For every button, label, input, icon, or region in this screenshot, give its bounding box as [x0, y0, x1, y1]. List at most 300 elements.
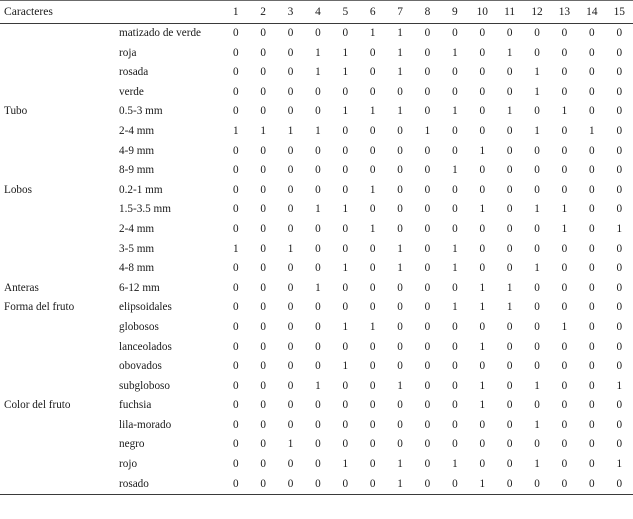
matrix-cell: 0	[397, 203, 403, 216]
matrix-cell: 0	[260, 301, 266, 314]
matrix-cell: 0	[277, 475, 304, 495]
matrix-cell: 1	[397, 379, 403, 392]
row-character-label: fuchsia	[119, 399, 152, 412]
matrix-cell: 0	[232, 281, 239, 294]
row-group-label	[0, 416, 117, 436]
matrix-cell: 0	[589, 320, 595, 333]
matrix-cell: 0	[397, 124, 403, 137]
matrix-cell: 1	[315, 203, 321, 216]
matrix-cell: 1	[397, 242, 403, 255]
matrix-cell: 0	[287, 458, 294, 471]
matrix-cell: 0	[369, 164, 376, 177]
matrix-cell: 0	[506, 66, 513, 79]
matrix-cell: 0	[424, 262, 431, 275]
matrix-cell: 0	[616, 320, 623, 333]
matrix-cell: 0	[616, 144, 623, 157]
matrix-cell: 0	[369, 281, 376, 294]
matrix-cell: 0	[342, 144, 349, 157]
matrix-cell: 0	[452, 418, 458, 431]
matrix-cell: 0	[414, 475, 441, 495]
matrix-cell: 0	[479, 360, 486, 373]
matrix-cell: 0	[424, 144, 431, 157]
matrix-cell: 0	[589, 360, 595, 373]
row-character-label: 2-4 mm	[119, 124, 155, 137]
matrix-cell: 0	[342, 281, 349, 294]
matrix-cell: 0	[342, 242, 349, 255]
matrix-cell: 0	[441, 475, 468, 495]
matrix-cell: 0	[561, 66, 568, 79]
column-header-12: 12	[523, 1, 550, 24]
matrix-cell: 0	[369, 124, 376, 137]
table-header	[0, 1, 633, 24]
column-header-13: 13	[551, 1, 578, 24]
matrix-cell: 0	[589, 27, 595, 39]
matrix-cell: 0	[506, 222, 513, 235]
matrix-cell: 0	[287, 301, 294, 314]
matrix-cell: 1	[369, 105, 376, 118]
matrix-cell: 0	[506, 124, 513, 137]
matrix-cell: 0	[479, 183, 486, 196]
row-character-label: 0.5-3 mm	[119, 105, 163, 118]
row-group-label	[0, 475, 117, 495]
matrix-cell: 1	[479, 203, 486, 216]
matrix-cell: 0	[222, 475, 249, 495]
matrix-cell: 0	[589, 379, 595, 392]
matrix-cell: 0	[424, 320, 431, 333]
matrix-cell: 0	[287, 320, 294, 333]
matrix-cell: 0	[260, 144, 266, 157]
matrix-cell: 1	[479, 281, 486, 294]
matrix-cell: 0	[397, 438, 403, 451]
matrix-cell: 0	[589, 418, 595, 431]
matrix-cell: 0	[424, 164, 431, 177]
matrix-cell: 0	[561, 281, 568, 294]
matrix-cell: 0	[589, 85, 595, 98]
matrix-cell: 0	[479, 164, 486, 177]
matrix-cell: 0	[342, 85, 349, 98]
table-row	[0, 416, 633, 436]
matrix-cell: 0	[506, 340, 513, 353]
matrix-cell: 0	[287, 183, 294, 196]
matrix-cell: 0	[260, 164, 266, 177]
matrix-cell: 0	[561, 262, 568, 275]
row-character-label: negro	[119, 438, 145, 451]
matrix-cell: 0	[260, 360, 266, 373]
matrix-cell: 0	[616, 183, 623, 196]
matrix-cell: 0	[424, 85, 431, 98]
matrix-cell: 0	[479, 66, 486, 79]
matrix-cell: 0	[561, 85, 568, 98]
row-character-label: rosada	[119, 66, 149, 79]
matrix-cell: 1	[397, 27, 403, 39]
matrix-cell: 0	[232, 399, 239, 412]
matrix-cell: 0	[479, 222, 486, 235]
matrix-cell: 0	[506, 458, 513, 471]
matrix-cell: 0	[534, 301, 540, 314]
column-header-5: 5	[332, 1, 359, 24]
matrix-cell: 0	[589, 340, 595, 353]
table-row	[0, 396, 633, 416]
row-group-label	[0, 142, 117, 162]
matrix-cell: 0	[534, 242, 540, 255]
matrix-cell: 0	[616, 66, 623, 79]
matrix-cell: 0	[260, 262, 266, 275]
matrix-cell: 0	[534, 164, 540, 177]
matrix-cell: 0	[616, 399, 623, 412]
matrix-cell: 1	[287, 438, 294, 451]
matrix-cell: 1	[452, 458, 458, 471]
matrix-cell: 0	[534, 144, 540, 157]
matrix-cell: 1	[561, 222, 568, 235]
matrix-cell: 0	[369, 242, 376, 255]
row-character-label: 0.2-1 mm	[119, 183, 163, 196]
matrix-cell: 0	[424, 399, 431, 412]
matrix-cell: 0	[249, 475, 276, 495]
matrix-cell: 0	[315, 183, 321, 196]
table-row	[0, 161, 633, 181]
matrix-cell: 0	[534, 183, 540, 196]
row-group-label	[0, 357, 117, 377]
matrix-cell: 1	[506, 46, 513, 59]
matrix-cell: 0	[479, 418, 486, 431]
matrix-cell: 0	[506, 183, 513, 196]
row-group-label	[0, 24, 117, 44]
matrix-cell: 0	[397, 222, 403, 235]
matrix-cell: 1	[397, 105, 403, 118]
matrix-cell: 0	[304, 475, 331, 495]
matrix-cell: 0	[616, 105, 623, 118]
matrix-cell: 0	[616, 46, 623, 59]
matrix-cell: 0	[369, 301, 376, 314]
matrix-cell: 0	[506, 144, 513, 157]
matrix-cell: 1	[342, 360, 349, 373]
matrix-cell: 1	[342, 46, 349, 59]
matrix-cell: 0	[424, 222, 431, 235]
matrix-cell: 1	[397, 262, 403, 275]
matrix-cell: 0	[506, 399, 513, 412]
matrix-cell: 1	[452, 262, 458, 275]
matrix-cell: 0	[369, 418, 376, 431]
row-group-label	[0, 455, 117, 475]
matrix-cell: 0	[369, 85, 376, 98]
matrix-cell: 0	[397, 281, 403, 294]
matrix-cell: 1	[342, 262, 349, 275]
row-character-label: elipsoidales	[119, 301, 172, 314]
matrix-cell: 0	[342, 340, 349, 353]
matrix-cell: 0	[506, 262, 513, 275]
matrix-cell: 0	[534, 222, 540, 235]
matrix-cell: 0	[561, 418, 568, 431]
row-character-label: 4-9 mm	[119, 144, 155, 157]
matrix-cell: 0	[589, 203, 595, 216]
matrix-cell: 1	[452, 164, 458, 177]
matrix-cell: 0	[342, 222, 349, 235]
table-row	[0, 357, 633, 377]
matrix-cell: 0	[561, 183, 568, 196]
matrix-cell: 1	[534, 66, 540, 79]
matrix-cell: 0	[561, 27, 568, 39]
matrix-cell: 0	[397, 320, 403, 333]
matrix-cell: 0	[287, 399, 294, 412]
matrix-cell: 0	[452, 144, 458, 157]
matrix-cell: 0	[424, 340, 431, 353]
matrix-cell: 0	[332, 475, 359, 495]
row-character-label: matizado de verde	[119, 27, 202, 39]
matrix-cell: 0	[260, 340, 266, 353]
matrix-cell: 0	[479, 438, 486, 451]
matrix-cell: 0	[589, 399, 595, 412]
row-character-label: subgloboso	[119, 379, 170, 392]
matrix-cell: 0	[315, 399, 321, 412]
matrix-cell: 0	[589, 164, 595, 177]
table-row	[0, 435, 633, 455]
matrix-cell: 0	[260, 27, 266, 39]
matrix-cell: 1	[479, 379, 486, 392]
matrix-cell: 0	[260, 46, 266, 59]
matrix-cell: 0	[369, 360, 376, 373]
matrix-cell: 0	[232, 105, 239, 118]
matrix-cell: 0	[479, 124, 486, 137]
matrix-cell: 0	[534, 281, 540, 294]
matrix-cell: 1	[589, 124, 595, 137]
row-character-label: 3-5 mm	[119, 242, 155, 255]
matrix-cell: 0	[315, 262, 321, 275]
matrix-cell: 0	[534, 105, 540, 118]
matrix-cell: 0	[397, 418, 403, 431]
matrix-cell: 0	[506, 360, 513, 373]
matrix-cell: 1	[534, 262, 540, 275]
matrix-cell: 1	[616, 458, 623, 471]
matrix-cell: 0	[616, 203, 623, 216]
matrix-cell: 1	[260, 124, 266, 137]
matrix-cell: 0	[606, 475, 633, 495]
matrix-cell: 0	[506, 164, 513, 177]
matrix-cell: 1	[534, 85, 540, 98]
matrix-cell: 0	[424, 379, 431, 392]
matrix-cell: 1	[315, 379, 321, 392]
matrix-cell: 0	[315, 340, 321, 353]
matrix-cell: 1	[534, 458, 540, 471]
table-row	[0, 298, 633, 318]
matrix-cell: 0	[589, 281, 595, 294]
matrix-cell: 0	[232, 301, 239, 314]
matrix-cell: 0	[534, 360, 540, 373]
matrix-cell: 1	[424, 124, 431, 137]
matrix-cell: 0	[369, 438, 376, 451]
matrix-cell: 0	[424, 301, 431, 314]
column-header-2: 2	[249, 1, 276, 24]
table-row	[0, 200, 633, 220]
matrix-cell: 0	[232, 27, 239, 39]
matrix-cell: 0	[452, 399, 458, 412]
matrix-cell: 0	[589, 183, 595, 196]
matrix-cell: 0	[578, 475, 605, 495]
column-header-14: 14	[578, 1, 605, 24]
matrix-cell: 0	[452, 183, 458, 196]
matrix-cell: 0	[424, 281, 431, 294]
matrix-cell: 0	[452, 281, 458, 294]
row-group-label: Lobos	[4, 183, 32, 196]
matrix-cell: 0	[424, 183, 431, 196]
matrix-cell: 1	[315, 66, 321, 79]
matrix-cell: 0	[315, 418, 321, 431]
matrix-cell: 1	[397, 66, 403, 79]
matrix-cell: 0	[479, 46, 486, 59]
matrix-cell: 1	[315, 46, 321, 59]
matrix-cell: 0	[589, 105, 595, 118]
matrix-cell: 1	[452, 242, 458, 255]
matrix-cell: 0	[260, 281, 266, 294]
matrix-cell: 0	[551, 475, 578, 495]
matrix-cell: 0	[523, 475, 550, 495]
matrix-cell: 0	[315, 222, 321, 235]
matrix-cell: 0	[232, 183, 239, 196]
matrix-cell: 0	[479, 242, 486, 255]
matrix-cell: 0	[260, 85, 266, 98]
matrix-cell: 0	[561, 340, 568, 353]
row-character-label: verde	[119, 85, 144, 98]
row-character-label: lanceolados	[119, 340, 172, 353]
matrix-cell: 0	[452, 27, 458, 39]
matrix-cell: 1	[534, 418, 540, 431]
matrix-cell: 0	[369, 340, 376, 353]
matrix-cell: 0	[589, 242, 595, 255]
table-row	[0, 24, 633, 44]
column-header-6: 6	[359, 1, 386, 24]
table-row	[0, 142, 633, 162]
matrix-cell: 1	[616, 222, 623, 235]
matrix-cell: 0	[452, 124, 458, 137]
row-character-label: 2-4 mm	[119, 222, 155, 235]
matrix-cell: 1	[342, 203, 349, 216]
matrix-cell: 0	[424, 418, 431, 431]
matrix-cell: 0	[232, 144, 239, 157]
column-header-3: 3	[277, 1, 304, 24]
matrix-cell: 1	[506, 301, 513, 314]
table-header-row	[0, 1, 633, 24]
matrix-cell: 0	[589, 262, 595, 275]
matrix-cell: 0	[616, 242, 623, 255]
matrix-cell: 0	[561, 144, 568, 157]
matrix-cell: 0	[561, 438, 568, 451]
matrix-cell: 1	[315, 124, 321, 137]
matrix-cell: 0	[315, 242, 321, 255]
table-body	[0, 24, 633, 495]
row-group-label	[0, 220, 117, 240]
matrix-cell: 0	[369, 203, 376, 216]
matrix-cell: 0	[260, 66, 266, 79]
column-header-7: 7	[386, 1, 413, 24]
matrix-cell: 0	[424, 438, 431, 451]
matrix-cell: 0	[397, 183, 403, 196]
row-character-label: 6-12 mm	[119, 281, 160, 294]
matrix-cell: 0	[561, 124, 568, 137]
matrix-cell: 1	[561, 203, 568, 216]
column-header-1: 1	[222, 1, 249, 24]
row-group-label	[0, 44, 117, 64]
matrix-cell: 0	[315, 105, 321, 118]
matrix-cell: 0	[287, 340, 294, 353]
row-group-label: Tubo	[4, 105, 28, 118]
matrix-cell: 1	[369, 27, 376, 39]
column-header-15: 15	[606, 1, 633, 24]
matrix-cell: 1	[397, 46, 403, 59]
matrix-cell: 0	[287, 418, 294, 431]
table-row	[0, 279, 633, 299]
matrix-cell: 0	[315, 301, 321, 314]
row-character-label: 1.5-3.5 mm	[119, 203, 171, 216]
matrix-cell: 0	[232, 379, 239, 392]
table-row	[0, 259, 633, 279]
matrix-cell: 0	[616, 438, 623, 451]
matrix-cell: 0	[287, 281, 294, 294]
table-row	[0, 63, 633, 83]
matrix-cell: 0	[342, 301, 349, 314]
matrix-cell: 1	[479, 399, 486, 412]
matrix-cell: 0	[452, 222, 458, 235]
matrix-cell: 0	[397, 85, 403, 98]
table-row	[0, 122, 633, 142]
row-character-label: 4-8 mm	[119, 262, 155, 275]
matrix-cell: 0	[397, 340, 403, 353]
matrix-cell: 0	[397, 399, 403, 412]
row-character-label: rosado	[117, 475, 222, 495]
matrix-cell: 1	[342, 320, 349, 333]
table-title: Caracteres	[0, 1, 222, 24]
column-header-11: 11	[496, 1, 523, 24]
matrix-cell: 0	[561, 164, 568, 177]
matrix-cell: 0	[534, 46, 540, 59]
matrix-cell: 0	[479, 27, 486, 39]
matrix-cell: 0	[359, 475, 386, 495]
matrix-cell: 0	[315, 438, 321, 451]
matrix-cell: 0	[616, 85, 623, 98]
row-group-label	[0, 435, 117, 455]
table-row	[0, 220, 633, 240]
matrix-cell: 1	[342, 105, 349, 118]
matrix-cell: 0	[616, 418, 623, 431]
matrix-cell: 1	[397, 458, 403, 471]
table-row	[0, 102, 633, 122]
matrix-cell: 0	[479, 320, 486, 333]
matrix-cell: 1	[452, 105, 458, 118]
table-row	[0, 377, 633, 397]
matrix-cell: 0	[561, 46, 568, 59]
matrix-cell: 0	[315, 458, 321, 471]
matrix-cell: 0	[232, 360, 239, 373]
matrix-cell: 0	[260, 399, 266, 412]
matrix-cell: 0	[369, 262, 376, 275]
matrix-cell: 0	[616, 281, 623, 294]
matrix-cell: 0	[232, 320, 239, 333]
matrix-cell: 1	[287, 124, 294, 137]
matrix-cell: 0	[369, 66, 376, 79]
matrix-cell: 0	[506, 85, 513, 98]
matrix-cell: 0	[589, 66, 595, 79]
row-character-label: lila-morado	[119, 418, 172, 431]
matrix-cell: 0	[506, 418, 513, 431]
matrix-cell: 0	[232, 66, 239, 79]
matrix-cell: 0	[232, 164, 239, 177]
matrix-cell: 0	[260, 438, 266, 451]
matrix-cell: 0	[342, 418, 349, 431]
matrix-cell: 0	[397, 144, 403, 157]
matrix-cell: 1	[342, 66, 349, 79]
row-group-label	[0, 63, 117, 83]
column-header-9: 9	[441, 1, 468, 24]
matrix-cell: 1	[232, 124, 239, 137]
matrix-cell: 0	[369, 458, 376, 471]
